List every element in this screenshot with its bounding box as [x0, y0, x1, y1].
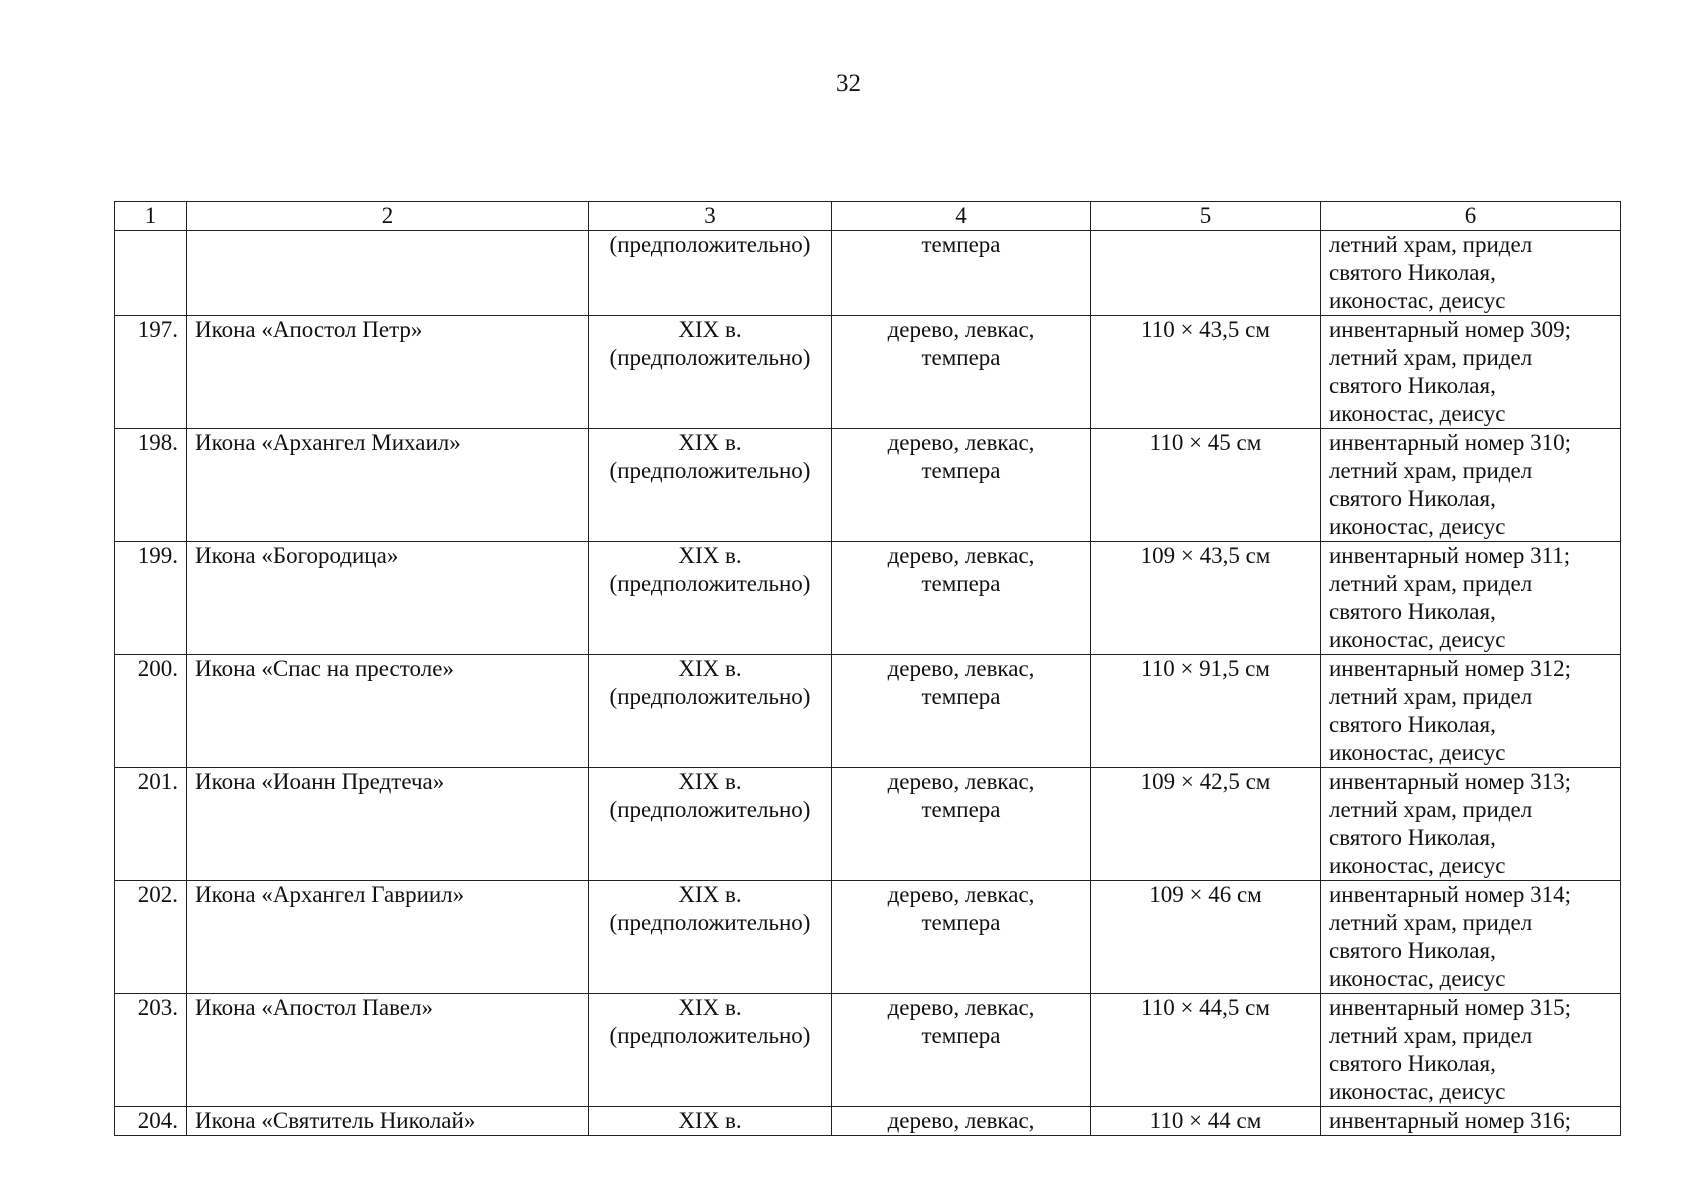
item-material-line: дерево, левкас,: [887, 430, 1035, 455]
item-material-line: темпера: [921, 910, 1001, 935]
item-notes-line: инвентарный номер 309;: [1329, 317, 1571, 342]
item-material-line: дерево, левкас,: [887, 995, 1035, 1020]
item-date-line: (предположительно): [609, 345, 811, 370]
page-number: 32: [836, 70, 861, 97]
item-date-line: XIX в.: [678, 1108, 742, 1133]
item-material-cell: [832, 429, 1091, 542]
item-notes-line: иконостас, деисус: [1329, 288, 1506, 313]
item-material-line: дерево, левкас,: [887, 1108, 1035, 1133]
item-size-cell: 110 × 44 см: [1091, 1107, 1321, 1136]
column-number-row: [115, 202, 1621, 231]
continuation-row: [115, 231, 1621, 316]
item-notes-line: иконостас, деисус: [1329, 401, 1506, 426]
item-material-line: дерево, левкас,: [887, 769, 1035, 794]
item-notes-cell: [1321, 316, 1621, 429]
item-notes-line: летний храм, придел: [1329, 345, 1533, 370]
table-row: [115, 655, 1621, 768]
item-date-line: XIX в.: [678, 317, 742, 342]
item-name-cell: Икона «Спас на престоле»: [187, 655, 589, 768]
item-material-cell: [832, 881, 1091, 994]
item-date-line: (предположительно): [609, 910, 811, 935]
item-material-line: темпера: [921, 458, 1001, 483]
item-date-line: XIX в.: [678, 769, 742, 794]
table-row: [115, 881, 1621, 994]
item-notes-cell: [1321, 231, 1621, 316]
item-notes-cell: [1321, 655, 1621, 768]
item-notes-line: летний храм, придел: [1329, 232, 1533, 257]
item-notes-line: инвентарный номер 314;: [1329, 882, 1571, 907]
table-row: [115, 316, 1621, 429]
item-notes-line: иконостас, деисус: [1329, 514, 1506, 539]
item-name-cell: Икона «Иоанн Предтеча»: [187, 768, 589, 881]
item-notes-line: святого Николая,: [1329, 486, 1496, 511]
item-size-cell: [1091, 231, 1321, 316]
item-size-cell: 109 × 46 см: [1091, 881, 1321, 994]
item-notes-line: иконостас, деисус: [1329, 853, 1506, 878]
item-name-cell: Икона «Апостол Петр»: [187, 316, 589, 429]
item-date-line: XIX в.: [678, 543, 742, 568]
item-material-cell: [832, 542, 1091, 655]
item-size-cell: 109 × 42,5 см: [1091, 768, 1321, 881]
item-name-cell: [187, 231, 589, 316]
item-notes-line: инвентарный номер 316;: [1329, 1108, 1571, 1133]
item-name-cell: Икона «Архангел Гавриил»: [187, 881, 589, 994]
item-notes-line: инвентарный номер 313;: [1329, 769, 1571, 794]
column-number: 2: [187, 202, 589, 231]
table-row: [115, 1107, 1621, 1136]
item-material-line: темпера: [921, 684, 1001, 709]
item-date-cell: [589, 655, 832, 768]
item-date-cell: [589, 881, 832, 994]
item-notes-line: святого Николая,: [1329, 825, 1496, 850]
item-material-cell: [832, 768, 1091, 881]
item-date-line: XIX в.: [678, 656, 742, 681]
item-notes-line: святого Николая,: [1329, 260, 1496, 285]
item-notes-cell: [1321, 994, 1621, 1107]
item-material-cell: [832, 655, 1091, 768]
item-notes-cell: [1321, 542, 1621, 655]
item-material-line: дерево, левкас,: [887, 656, 1035, 681]
column-number: 4: [832, 202, 1091, 231]
column-number: 5: [1091, 202, 1321, 231]
table-row: [115, 994, 1621, 1107]
item-number-cell: 199.: [115, 542, 187, 655]
item-material-cell: [832, 316, 1091, 429]
item-number-cell: 197.: [115, 316, 187, 429]
item-material-line: темпера: [921, 797, 1001, 822]
item-notes-line: святого Николая,: [1329, 373, 1496, 398]
column-number: 6: [1321, 202, 1621, 231]
item-notes-line: святого Николая,: [1329, 599, 1496, 624]
item-material-cell: [832, 1107, 1091, 1136]
item-notes-cell: [1321, 881, 1621, 994]
item-date-line: XIX в.: [678, 995, 742, 1020]
item-material-line: темпера: [921, 571, 1001, 596]
item-notes-cell: [1321, 429, 1621, 542]
item-notes-line: иконостас, деисус: [1329, 1079, 1506, 1104]
item-date-cell: [589, 542, 832, 655]
item-number-cell: 200.: [115, 655, 187, 768]
table-row: [115, 542, 1621, 655]
item-date-cell: [589, 429, 832, 542]
item-notes-line: иконостас, деисус: [1329, 627, 1506, 652]
item-name-cell: Икона «Богородица»: [187, 542, 589, 655]
item-notes-line: святого Николая,: [1329, 1051, 1496, 1076]
item-date-line: (предположительно): [609, 797, 811, 822]
item-number-cell: 204.: [115, 1107, 187, 1136]
item-number-cell: [115, 231, 187, 316]
registry-table: [114, 201, 1621, 1136]
item-material-cell: [832, 994, 1091, 1107]
item-size-cell: 110 × 44,5 см: [1091, 994, 1321, 1107]
item-notes-line: летний храм, придел: [1329, 910, 1533, 935]
item-date-cell: [589, 316, 832, 429]
item-notes-line: летний храм, придел: [1329, 797, 1533, 822]
item-date-line: (предположительно): [609, 684, 811, 709]
item-number-cell: 198.: [115, 429, 187, 542]
item-notes-line: инвентарный номер 315;: [1329, 995, 1571, 1020]
item-notes-line: летний храм, придел: [1329, 1023, 1533, 1048]
table-row: [115, 429, 1621, 542]
item-date-cell: [589, 231, 832, 316]
item-date-cell: [589, 994, 832, 1107]
item-size-cell: 110 × 45 см: [1091, 429, 1321, 542]
table-row: [115, 768, 1621, 881]
item-size-cell: 109 × 43,5 см: [1091, 542, 1321, 655]
item-material-line: темпера: [921, 345, 1001, 370]
item-material-line: дерево, левкас,: [887, 882, 1035, 907]
item-date-line: (предположительно): [609, 571, 811, 596]
item-notes-line: летний храм, придел: [1329, 571, 1533, 596]
item-name-cell: Икона «Святитель Николай»: [187, 1107, 589, 1136]
column-number: 1: [115, 202, 187, 231]
item-size-cell: 110 × 91,5 см: [1091, 655, 1321, 768]
item-notes-line: святого Николая,: [1329, 712, 1496, 737]
item-material-line: дерево, левкас,: [887, 543, 1035, 568]
item-size-cell: 110 × 43,5 см: [1091, 316, 1321, 429]
item-name-cell: Икона «Архангел Михаил»: [187, 429, 589, 542]
item-date-line: (предположительно): [609, 458, 811, 483]
item-number-cell: 203.: [115, 994, 187, 1107]
item-date-cell: [589, 1107, 832, 1136]
item-notes-line: иконостас, деисус: [1329, 966, 1506, 991]
item-name-cell: Икона «Апостол Павел»: [187, 994, 589, 1107]
item-notes-cell: [1321, 1107, 1621, 1136]
item-notes-line: инвентарный номер 312;: [1329, 656, 1571, 681]
item-date-line: XIX в.: [678, 430, 742, 455]
item-material-line: дерево, левкас,: [887, 317, 1035, 342]
column-number: 3: [589, 202, 832, 231]
item-notes-line: святого Николая,: [1329, 938, 1496, 963]
item-notes-line: инвентарный номер 310;: [1329, 430, 1571, 455]
item-material-line: темпера: [921, 1023, 1001, 1048]
item-notes-line: инвентарный номер 311;: [1329, 543, 1571, 568]
item-material-line: темпера: [921, 232, 1001, 257]
item-date-line: (предположительно): [609, 232, 811, 257]
item-number-cell: 202.: [115, 881, 187, 994]
item-date-line: XIX в.: [678, 882, 742, 907]
item-date-line: (предположительно): [609, 1023, 811, 1048]
item-number-cell: 201.: [115, 768, 187, 881]
item-notes-line: иконостас, деисус: [1329, 740, 1506, 765]
item-material-cell: [832, 231, 1091, 316]
item-date-cell: [589, 768, 832, 881]
item-notes-line: летний храм, придел: [1329, 458, 1533, 483]
item-notes-line: летний храм, придел: [1329, 684, 1533, 709]
item-notes-cell: [1321, 768, 1621, 881]
